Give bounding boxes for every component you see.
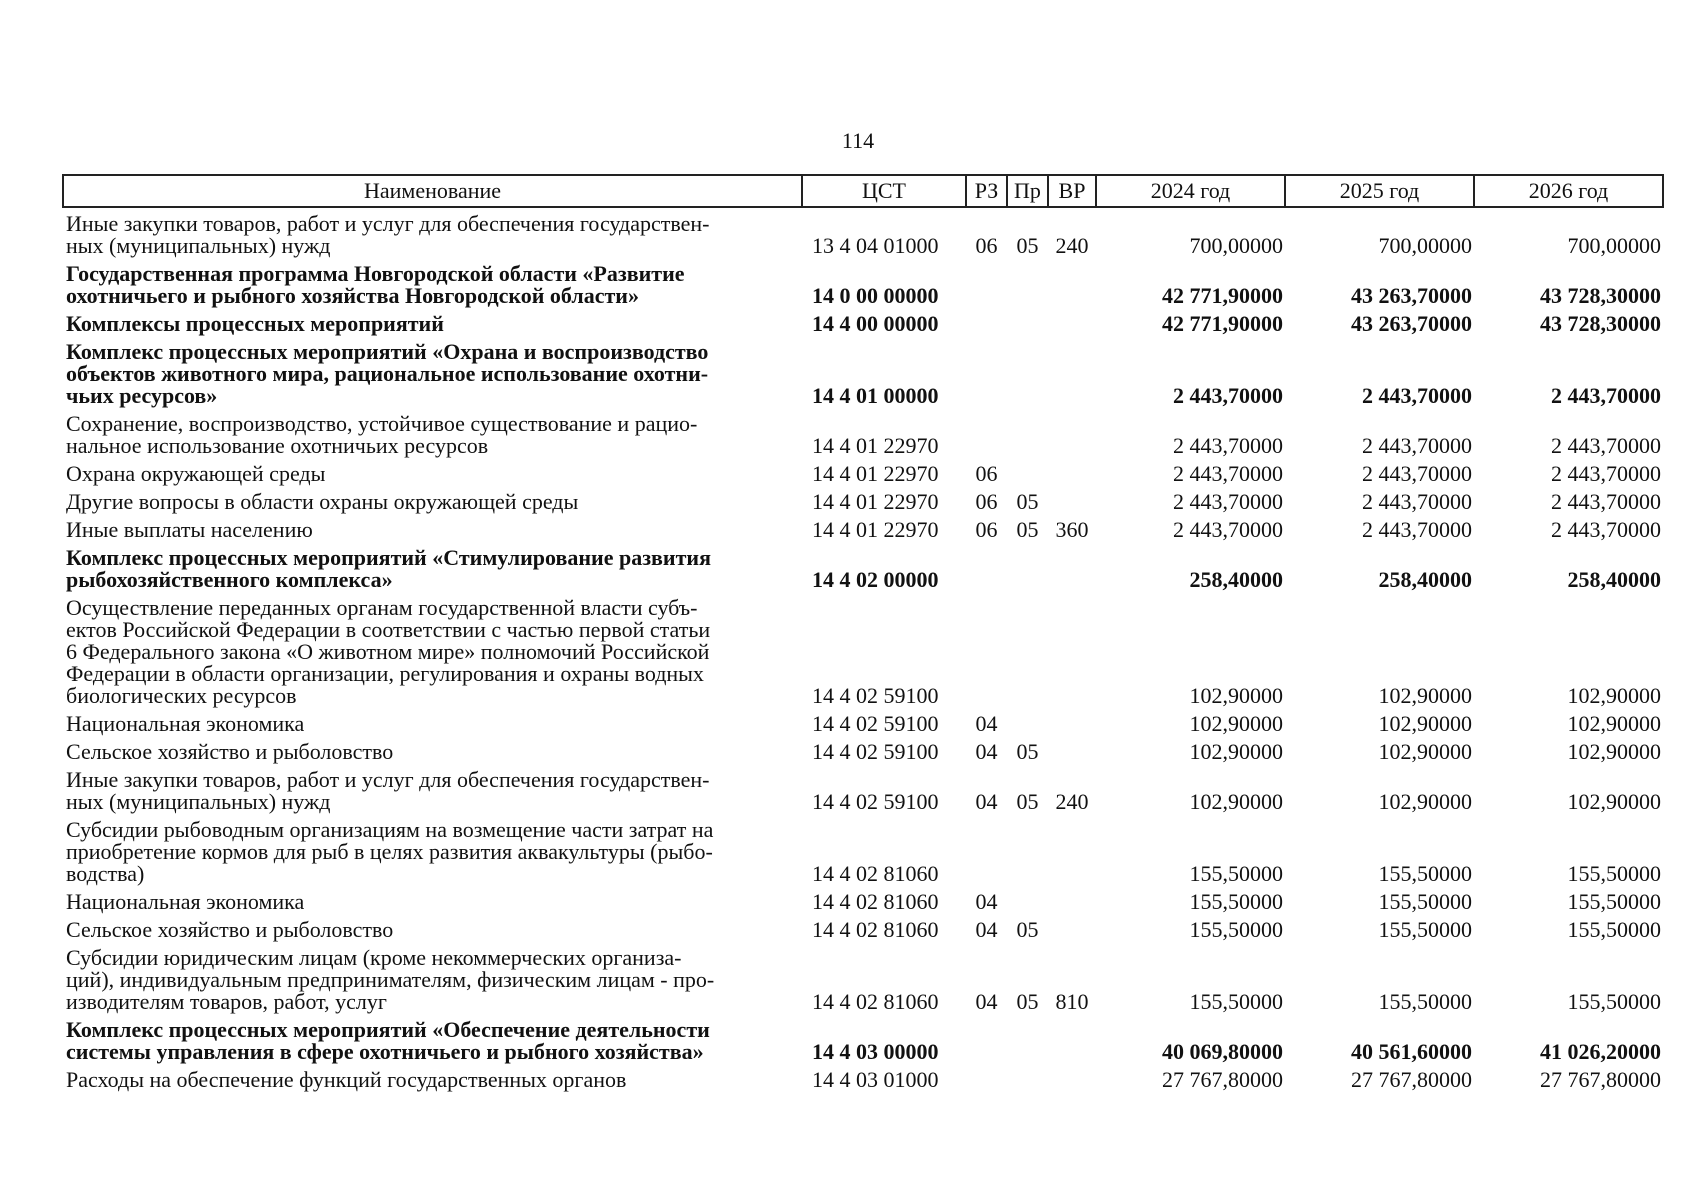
row-amount-2026: 155,50000: [1567, 917, 1661, 942]
header-cst: ЦСТ: [802, 175, 966, 207]
row-name: Расходы на обеспечение функций государственных органов: [66, 1067, 627, 1092]
row-amount-2025: 2 443,70000: [1362, 433, 1472, 458]
row-amount-2025: 2 443,70000: [1362, 461, 1472, 486]
row-amount-2024: 155,50000: [1189, 861, 1283, 886]
row-vr-code: [1048, 708, 1096, 736]
row-amount-2024: 27 767,80000: [1162, 1067, 1283, 1092]
row-vr-code: [1048, 308, 1096, 336]
row-amount-2026: 102,90000: [1567, 683, 1661, 708]
row-amount-2026: 102,90000: [1567, 739, 1661, 764]
row-name: Иные выплаты населению: [66, 517, 313, 542]
row-rz-code: [966, 814, 1007, 886]
row-amount-2024: 102,90000: [1189, 711, 1283, 736]
row-amount-2026: 2 443,70000: [1551, 489, 1661, 514]
row-rz-code: 06: [975, 461, 998, 486]
table-row: [63, 542, 1663, 592]
row-amount-2025: 155,50000: [1378, 989, 1472, 1014]
row-rz-code: 06: [975, 489, 998, 514]
row-vr-code: [1048, 336, 1096, 408]
row-cst-code: 14 4 02 59100: [812, 789, 939, 814]
row-pr-code: 05: [1016, 989, 1039, 1014]
row-rz-code: 04: [975, 789, 998, 814]
row-rz-code: [966, 592, 1007, 708]
page-number: 114: [841, 128, 875, 153]
row-amount-2026: 43 728,30000: [1540, 283, 1661, 308]
row-pr-code: 05: [1016, 489, 1039, 514]
row-rz-code: 04: [975, 739, 998, 764]
row-cst-code: 14 4 00 00000: [812, 311, 939, 336]
row-rz-code: [966, 1014, 1007, 1064]
row-rz-code: 04: [975, 989, 998, 1014]
row-name: Государственная программа Новгородской области «Развитие охотничьего и рыбного хозяйства Новгородской области»: [66, 261, 685, 308]
row-vr-code: [1048, 1014, 1096, 1064]
row-name: Сельское хозяйство и рыболовство: [66, 739, 394, 764]
row-rz-code: [966, 408, 1007, 458]
row-cst-code: 13 4 04 01000: [812, 233, 939, 258]
row-pr-code: [1007, 886, 1048, 914]
row-amount-2026: 155,50000: [1567, 989, 1661, 1014]
table-row: [63, 207, 1663, 258]
row-rz-code: [966, 1064, 1007, 1092]
header-pr: Пр: [1007, 175, 1048, 207]
row-name: Осуществление переданных органам государственной власти субъ- ектов Российской Федерации в соответствии с частью первой статьи 6 Федерального закона «О животном мире» полномочий Российской Федерации в области организации, регулирования и охраны водных биологических ресурсов: [66, 595, 711, 708]
row-amount-2025: 102,90000: [1378, 739, 1472, 764]
row-amount-2024: 102,90000: [1189, 739, 1283, 764]
row-amount-2025: 40 561,60000: [1351, 1039, 1472, 1064]
row-name: Субсидии юридическим лицам (кроме некоммерческих организа- ций), индивидуальным предпринимателям, физическим лицам - про- изводителям товаров, работ, услуг: [66, 945, 715, 1014]
row-pr-code: [1007, 336, 1048, 408]
header-vr: ВР: [1048, 175, 1096, 207]
row-vr-code: 360: [1055, 517, 1089, 542]
row-pr-code: [1007, 308, 1048, 336]
table-row: [63, 886, 1663, 914]
row-vr-code: [1048, 1064, 1096, 1092]
table-row: [63, 814, 1663, 886]
row-amount-2026: 155,50000: [1567, 861, 1661, 886]
row-amount-2024: 102,90000: [1189, 789, 1283, 814]
row-name: Национальная экономика: [66, 711, 305, 736]
row-cst-code: 14 4 01 22970: [812, 489, 939, 514]
row-amount-2024: 42 771,90000: [1162, 283, 1283, 308]
row-amount-2024: 2 443,70000: [1173, 433, 1283, 458]
table-row: [63, 514, 1663, 542]
row-amount-2025: 155,50000: [1378, 917, 1472, 942]
row-cst-code: 14 4 03 00000: [812, 1039, 939, 1064]
row-pr-code: [1007, 408, 1048, 458]
row-cst-code: 14 4 01 22970: [812, 461, 939, 486]
row-vr-code: 810: [1055, 989, 1089, 1014]
table-row: [63, 764, 1663, 814]
row-vr-code: [1048, 458, 1096, 486]
row-amount-2025: 155,50000: [1378, 861, 1472, 886]
row-amount-2026: 41 026,20000: [1540, 1039, 1661, 1064]
table-row: [63, 1064, 1663, 1092]
row-pr-code: [1007, 258, 1048, 308]
row-amount-2025: 43 263,70000: [1351, 311, 1472, 336]
row-name: Иные закупки товаров, работ и услуг для обеспечения государствен- ных (муниципальных) нужд: [66, 211, 710, 258]
row-rz-code: [966, 336, 1007, 408]
row-cst-code: 14 4 01 22970: [812, 433, 939, 458]
row-name: Комплекс процессных мероприятий «Обеспечение деятельности системы управления в сфере охотничьего и рыбного хозяйства»: [66, 1017, 710, 1064]
row-name: Комплекс процессных мероприятий «Охрана и воспроизводство объектов животного мира, рациональное использование охотни- чьих ресурсов»: [66, 339, 709, 408]
row-amount-2025: 2 443,70000: [1362, 383, 1472, 408]
row-amount-2026: 2 443,70000: [1551, 517, 1661, 542]
row-amount-2025: 2 443,70000: [1362, 517, 1472, 542]
row-name: Охрана окружающей среды: [66, 461, 326, 486]
table-row: [63, 486, 1663, 514]
table-row: [63, 336, 1663, 408]
row-pr-code: [1007, 1014, 1048, 1064]
row-amount-2026: 102,90000: [1567, 789, 1661, 814]
row-amount-2025: 155,50000: [1378, 889, 1472, 914]
table-row: [63, 258, 1663, 308]
row-cst-code: 14 4 01 00000: [812, 383, 939, 408]
row-pr-code: 05: [1016, 739, 1039, 764]
row-amount-2026: 700,00000: [1567, 233, 1661, 258]
row-amount-2024: 2 443,70000: [1173, 517, 1283, 542]
row-rz-code: 06: [975, 517, 998, 542]
row-rz-code: [966, 308, 1007, 336]
table-row: [63, 308, 1663, 336]
row-amount-2025: 27 767,80000: [1351, 1067, 1472, 1092]
row-cst-code: 14 4 02 81060: [812, 917, 939, 942]
row-amount-2025: 2 443,70000: [1362, 489, 1472, 514]
row-cst-code: 14 4 02 59100: [812, 739, 939, 764]
row-vr-code: [1048, 542, 1096, 592]
row-pr-code: [1007, 542, 1048, 592]
row-vr-code: [1048, 814, 1096, 886]
row-vr-code: [1048, 408, 1096, 458]
row-amount-2024: 155,50000: [1189, 917, 1283, 942]
row-rz-code: 06: [975, 233, 998, 258]
row-amount-2026: 2 443,70000: [1551, 433, 1661, 458]
row-pr-code: 05: [1016, 789, 1039, 814]
row-vr-code: [1048, 486, 1096, 514]
row-amount-2024: 155,50000: [1189, 989, 1283, 1014]
row-name: Комплексы процессных мероприятий: [66, 311, 444, 336]
row-name: Субсидии рыбоводным организациям на возмещение части затрат на приобретение кормов для рыб в целях развития аквакультуры (рыбо- водства): [66, 817, 714, 886]
header-2024: 2024 год: [1096, 175, 1285, 207]
row-amount-2026: 27 767,80000: [1540, 1067, 1661, 1092]
header-2026: 2026 год: [1474, 175, 1663, 207]
table-row: [63, 914, 1663, 942]
row-amount-2026: 2 443,70000: [1551, 461, 1661, 486]
row-rz-code: [966, 258, 1007, 308]
row-amount-2024: 102,90000: [1189, 683, 1283, 708]
row-amount-2024: 2 443,70000: [1173, 383, 1283, 408]
row-amount-2025: 102,90000: [1378, 711, 1472, 736]
row-name: Национальная экономика: [66, 889, 305, 914]
row-cst-code: 14 4 02 81060: [812, 989, 939, 1014]
row-amount-2026: 43 728,30000: [1540, 311, 1661, 336]
row-vr-code: 240: [1055, 233, 1089, 258]
row-rz-code: [966, 542, 1007, 592]
row-cst-code: 14 0 00 00000: [812, 283, 939, 308]
row-vr-code: [1048, 886, 1096, 914]
row-vr-code: [1048, 258, 1096, 308]
row-pr-code: [1007, 814, 1048, 886]
row-vr-code: [1048, 592, 1096, 708]
row-amount-2024: 40 069,80000: [1162, 1039, 1283, 1064]
row-amount-2025: 102,90000: [1378, 789, 1472, 814]
row-vr-code: [1048, 736, 1096, 764]
row-amount-2026: 102,90000: [1567, 711, 1661, 736]
row-amount-2024: 258,40000: [1189, 567, 1283, 592]
row-cst-code: 14 4 01 22970: [812, 517, 939, 542]
row-vr-code: [1048, 914, 1096, 942]
table-row: [63, 592, 1663, 708]
table-header: [63, 175, 1663, 207]
row-name: Сельское хозяйство и рыболовство: [66, 917, 394, 942]
row-pr-code: [1007, 708, 1048, 736]
row-rz-code: 04: [975, 917, 998, 942]
row-amount-2026: 155,50000: [1567, 889, 1661, 914]
row-cst-code: 14 4 02 00000: [812, 567, 939, 592]
row-pr-code: 05: [1016, 917, 1039, 942]
header-rz: РЗ: [966, 175, 1007, 207]
table-row: [63, 408, 1663, 458]
row-cst-code: 14 4 02 81060: [812, 861, 939, 886]
row-amount-2025: 43 263,70000: [1351, 283, 1472, 308]
row-name: Иные закупки товаров, работ и услуг для обеспечения государствен- ных (муниципальных) нужд: [66, 767, 710, 814]
table-row: [63, 736, 1663, 764]
row-cst-code: 14 4 03 01000: [812, 1067, 939, 1092]
row-name: Сохранение, воспроизводство, устойчивое существование и рацио- нальное использование охотничьих ресурсов: [66, 411, 698, 458]
row-pr-code: [1007, 592, 1048, 708]
row-cst-code: 14 4 02 59100: [812, 711, 939, 736]
header-name: Наименование: [63, 175, 802, 207]
row-amount-2026: 258,40000: [1567, 567, 1661, 592]
row-name: Другие вопросы в области охраны окружающей среды: [66, 489, 579, 514]
row-amount-2024: 155,50000: [1189, 889, 1283, 914]
row-pr-code: [1007, 1064, 1048, 1092]
row-pr-code: [1007, 458, 1048, 486]
table-row: [63, 942, 1663, 1014]
row-pr-code: 05: [1016, 517, 1039, 542]
row-amount-2025: 102,90000: [1378, 683, 1472, 708]
budget-table: [62, 174, 1664, 1092]
row-amount-2025: 700,00000: [1378, 233, 1472, 258]
row-amount-2025: 258,40000: [1378, 567, 1472, 592]
row-rz-code: 04: [975, 711, 998, 736]
table-row: [63, 1014, 1663, 1064]
row-amount-2026: 2 443,70000: [1551, 383, 1661, 408]
row-amount-2024: 700,00000: [1189, 233, 1283, 258]
header-2025: 2025 год: [1285, 175, 1474, 207]
row-cst-code: 14 4 02 59100: [812, 683, 939, 708]
row-rz-code: 04: [975, 889, 998, 914]
row-pr-code: 05: [1016, 233, 1039, 258]
table-row: [63, 458, 1663, 486]
row-cst-code: 14 4 02 81060: [812, 889, 939, 914]
row-amount-2024: 2 443,70000: [1173, 461, 1283, 486]
table-body: [63, 207, 1663, 1092]
row-vr-code: 240: [1055, 789, 1089, 814]
row-amount-2024: 2 443,70000: [1173, 489, 1283, 514]
table-row: [63, 708, 1663, 736]
row-name: Комплекс процессных мероприятий «Стимулирование развития рыбохозяйственного комплекса»: [66, 545, 711, 592]
row-amount-2024: 42 771,90000: [1162, 311, 1283, 336]
